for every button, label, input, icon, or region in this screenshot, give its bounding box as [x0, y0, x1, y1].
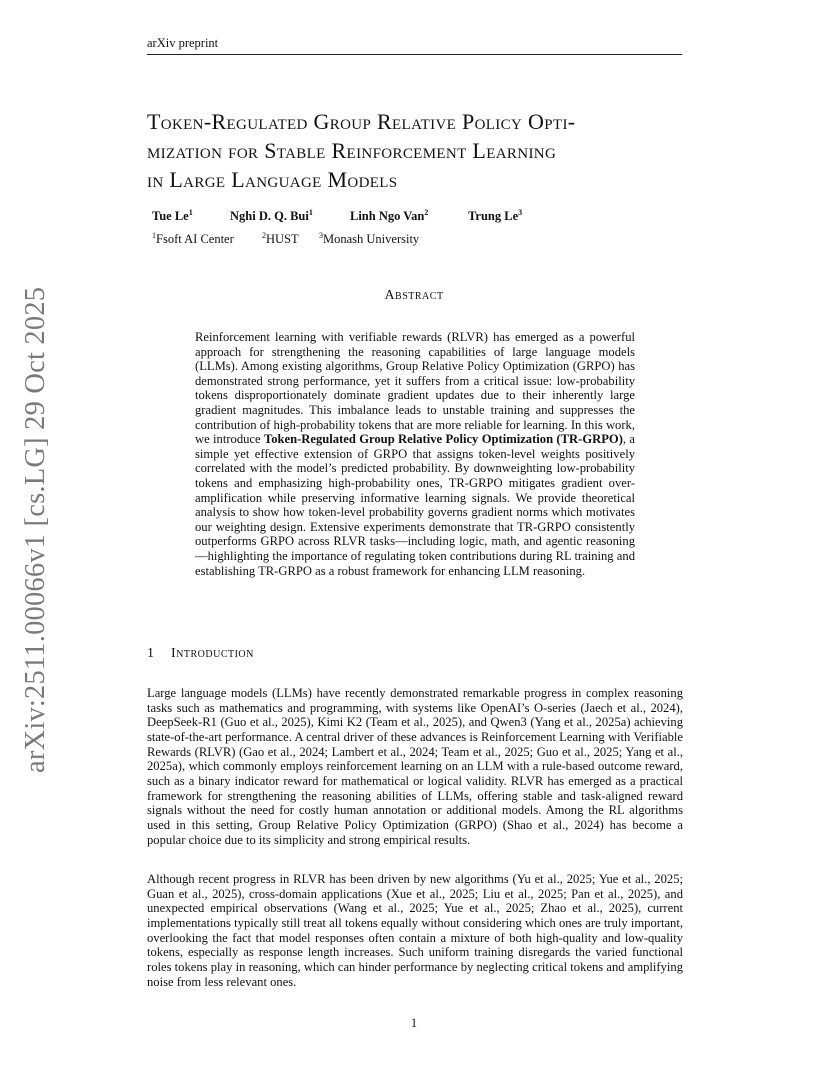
title-line: Token-Regulated Group Relative Policy Opti- — [147, 109, 576, 134]
section-number: 1 — [147, 646, 155, 661]
abstract-text — [195, 330, 635, 578]
affiliation: $^3$Monash University — [319, 230, 420, 246]
author-name: Linh Ngo Van$^2$ — [350, 207, 429, 223]
paper-title — [147, 107, 707, 194]
abstract-text-part: , a simple yet effective extension of GRPO that assigns token-level weights positively correlated with the model’s predicted probability. By downweighting low-probability tokens and emphasizing high-probability ones, TR-GRPO mitigates gradient over-amplification while preserving informative learning signals. We provide theoretical analysis to show how token-level probability governs gradient norms which motivates our weighting design. Extensive experiments demonstrate that TR-GRPO consistently outperforms GRPO across RLVR tasks—including logic, math, and agentic reasoning—highlighting the importance of regulating token contributions during RL training and establishing TR-GRPO as a robust framework for enhancing LLM reasoning. — [195, 432, 635, 578]
running-head: arXiv preprint — [147, 36, 682, 55]
title-line: in Large Language Models — [147, 167, 398, 192]
body-paragraph: Although recent progress in RLVR has been driven by new algorithms (Yu et al., 2025; Yue et al., 2025; Guan et al., 2025), cross-domain applications (Xue et al., 2025; Liu et al., 2025; Pan et al., 2025), and unexpected empirical observations (Wang et al., 2025; Yue et al., 2025; Zhao et al., 2025), current implementations typically still treat all tokens equally without considering which ones are truly important, overlooking the fact that model responses often contain a mixture of both high-quality and low-quality tokens, especially as response length increases. Such uniform training disregards the varied functional roles tokens play in reasoning, which can hinder performance by neglecting critical tokens and amplifying noise from less relevant ones. — [147, 872, 683, 989]
author-name: Nghi D. Q. Bui$^1$ — [230, 207, 313, 223]
abstract-heading: Abstract — [384, 288, 444, 303]
page-number: 1 — [410, 1016, 418, 1030]
body-paragraph: Large language models (LLMs) have recently demonstrated remarkable progress in complex reasoning tasks such as mathematics and programming, with systems like OpenAI’s O-series (Jaech et al., 2024), DeepSeek-R1 (Guo et al., 2025), Kimi K2 (Team et al., 2025), and Qwen3 (Yang et al., 2025a) achieving state-of-the-art performance. A central driver of these advances is Reinforcement Learning with Verifiable Rewards (RLVR) (Gao et al., 2024; Lambert et al., 2024; Team et al., 2025; Guo et al., 2025; Yang et al., 2025a), which commonly employs reinforcement learning on an LLM with a rule-based outcome reward, such as a binary indicator reward for mathematical or logical validity. RLVR has emerged as a practical framework for strengthening the reasoning abilities of LLMs, offering stable and task-aligned reward signals without the need for costly human annotation or additional models. Among the RL algorithms used in this setting, Group Relative Policy Optimization (GRPO) (Shao et al., 2024) has become a popular choice due to its simplicity and strong empirical results. — [147, 686, 683, 847]
method-name: Token-Regulated Group Relative Policy Optimization (TR-GRPO) — [263, 432, 623, 447]
affiliation: $^1$Fsoft AI Center — [152, 230, 234, 246]
author-name: Tue Le$^1$ — [152, 207, 193, 223]
section-heading — [147, 646, 682, 662]
arxiv-identifier: arXiv:2511.00066v1 [cs.LG] 29 Oct 2025 — [20, 286, 51, 773]
author-name: Trung Le$^3$ — [468, 207, 523, 223]
abstract-text-part: Reinforcement learning with verifiable rewards (RLVR) has emerged as a powerful approach for strengthening the reasoning capabilities of large language models (LLMs). Among existing algorithms, Group Relative Policy Optimization (GRPO) has demonstrated strong performance, yet it suffers from a critical issue: low-probability tokens disproportionately dominate gradient updates due to their inherently large gradient magnitudes. This imbalance leads to unstable training and suppresses the contribution of high-probability tokens that are more reliable for learning. In this work, we introduce — [195, 330, 635, 447]
affiliation: $^2$HUST — [262, 230, 299, 246]
section-title: Introduction — [171, 646, 254, 661]
title-line: mization for Stable Reinforcement Learning — [147, 138, 557, 163]
